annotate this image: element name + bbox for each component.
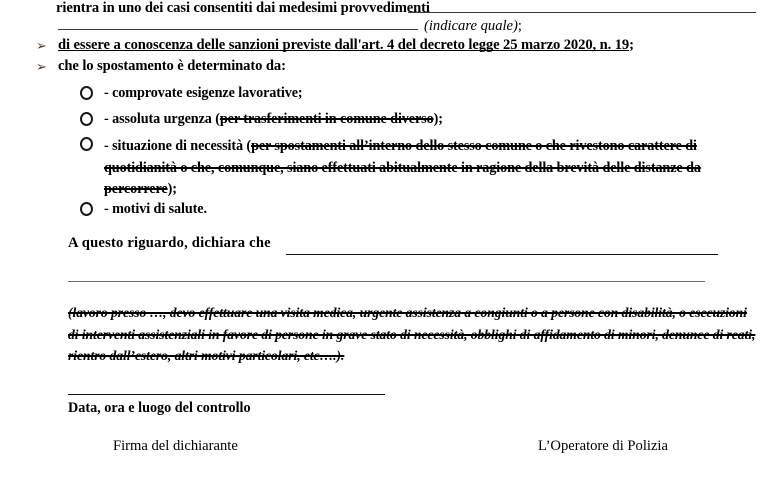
option-struck-text: per trasferimenti in comune diverso bbox=[219, 111, 434, 127]
option-text-after: ); bbox=[433, 111, 443, 127]
indicare-quale-tail: ; bbox=[517, 18, 522, 34]
arrowhead-bullet-icon: ➢ bbox=[36, 39, 47, 54]
declaration-fill-rule-1[interactable] bbox=[286, 254, 718, 255]
examples-struck-text: (lavoro presso …, devo effettuare una visita medica, urgente assistenza a congiunti o a persone con disabilità, o esecuzioni di interventi assistenziali in favore di persone in grave stato di necessità, obblighi di affidamento di minori, denunce di reati, rientro dall’estero, altri motivi particolari, etc….). bbox=[68, 305, 756, 363]
declaration-label: A questo riguardo, dichiara che bbox=[68, 235, 271, 251]
option-dash: - bbox=[104, 111, 109, 127]
police-officer-signature-label: L’Operatore di Polizia bbox=[538, 438, 668, 454]
option-dash: - bbox=[104, 85, 109, 101]
option-text: situazione di necessità ( bbox=[112, 138, 252, 154]
bullet-sanzioni-tail: ; bbox=[629, 37, 634, 53]
bullet-sanzioni-label: di essere a conoscenza delle sanzioni previste dall'art. 4 del decreto legge 25 marzo 2020, n. 19 bbox=[58, 37, 630, 53]
declaration-fill-rule-2[interactable] bbox=[68, 281, 705, 282]
option-text-after: ); bbox=[167, 181, 177, 197]
declarant-signature-label: Firma del dichiarante bbox=[113, 438, 238, 454]
fill-in-rule-indicare-quale[interactable] bbox=[58, 29, 418, 30]
indicare-quale-note bbox=[424, 18, 522, 35]
bullet-item-sanzioni bbox=[58, 37, 634, 54]
option-dash: - bbox=[104, 138, 109, 154]
checkbox-motivi-di-salute[interactable] bbox=[80, 202, 93, 216]
option-struck-text: per spostamenti all’interno dello stesso comune o che rivestono carattere di quotidianità o che, comunque, siano effettuati abitualmente in ragione della brevità delle distanze da percorrere bbox=[104, 138, 701, 197]
checkbox-comprovate-esigenze-lavorative[interactable] bbox=[80, 86, 93, 100]
option-assoluta-urgenza bbox=[104, 111, 443, 128]
checkbox-situazione-di-necessita[interactable] bbox=[80, 137, 93, 151]
option-comprovate-esigenze-lavorative bbox=[104, 85, 303, 102]
checkbox-assoluta-urgenza[interactable] bbox=[80, 112, 93, 126]
examples-paragraph bbox=[68, 302, 758, 367]
option-motivi-di-salute bbox=[104, 201, 207, 218]
option-text: motivi di salute. bbox=[112, 201, 207, 217]
option-situazione-di-necessita bbox=[104, 136, 769, 201]
option-text: comprovate esigenze lavorative; bbox=[112, 85, 303, 101]
clause-rientra-text: rientra in uno dei casi consentiti dai medesimi provvedimenti bbox=[56, 0, 430, 16]
arrowhead-bullet-icon: ➢ bbox=[36, 60, 47, 75]
date-time-place-label: Data, ora e luogo del controllo bbox=[68, 400, 251, 416]
date-time-place-rule[interactable] bbox=[68, 394, 385, 395]
bullet-item-spostamento: che lo spostamento è determinato da: bbox=[58, 58, 286, 74]
option-text: assoluta urgenza ( bbox=[112, 111, 220, 127]
option-dash: - bbox=[104, 201, 109, 217]
indicare-quale-label: (indicare quale) bbox=[424, 18, 518, 34]
fill-in-rule-provvedimenti[interactable] bbox=[408, 12, 756, 13]
